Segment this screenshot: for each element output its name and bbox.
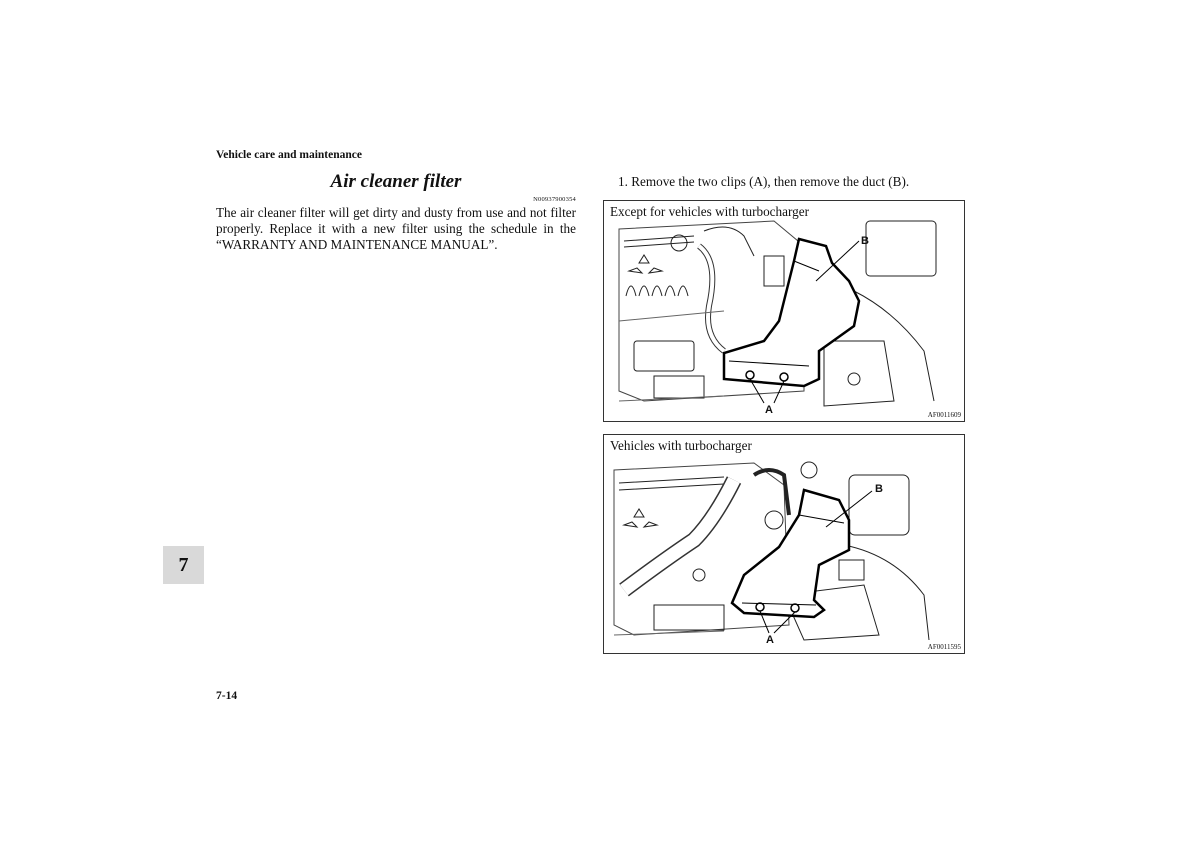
brand-logo xyxy=(629,255,662,273)
chapter-tab xyxy=(163,546,204,584)
figure-code: AF0011595 xyxy=(927,643,961,651)
engine-illustration-non-turbo xyxy=(604,201,964,421)
air-duct xyxy=(732,490,849,617)
label-b: B xyxy=(875,483,883,495)
page-title: Air cleaner filter xyxy=(330,171,462,192)
brand-logo xyxy=(624,509,657,527)
section-header: Vehicle care and maintenance xyxy=(216,149,362,161)
figure-caption: Except for vehicles with turbocharger xyxy=(610,204,812,220)
engine-illustration-turbo xyxy=(604,435,964,653)
instruction-step: 1. Remove the two clips (A), then remove the duct (B). xyxy=(618,174,910,189)
label-a: A xyxy=(766,634,774,646)
label-a: A xyxy=(765,404,773,416)
label-b: B xyxy=(861,235,869,247)
figure-code: AF0011609 xyxy=(927,411,961,419)
document-code: N00937900354 xyxy=(533,196,576,203)
page-number: 7-14 xyxy=(216,690,238,702)
figure-turbo xyxy=(603,434,965,654)
figure-non-turbo xyxy=(603,200,965,422)
figure-caption: Vehicles with turbocharger xyxy=(610,438,755,454)
body-paragraph: The air cleaner filter will get dirty and dusty from use and not filter properly. Replace it with a new filter using the schedule in the “WARRANTY AND MAINTENANCE MANUAL”. xyxy=(216,205,576,252)
air-duct xyxy=(724,239,859,386)
chapter-number: 7 xyxy=(178,554,189,576)
